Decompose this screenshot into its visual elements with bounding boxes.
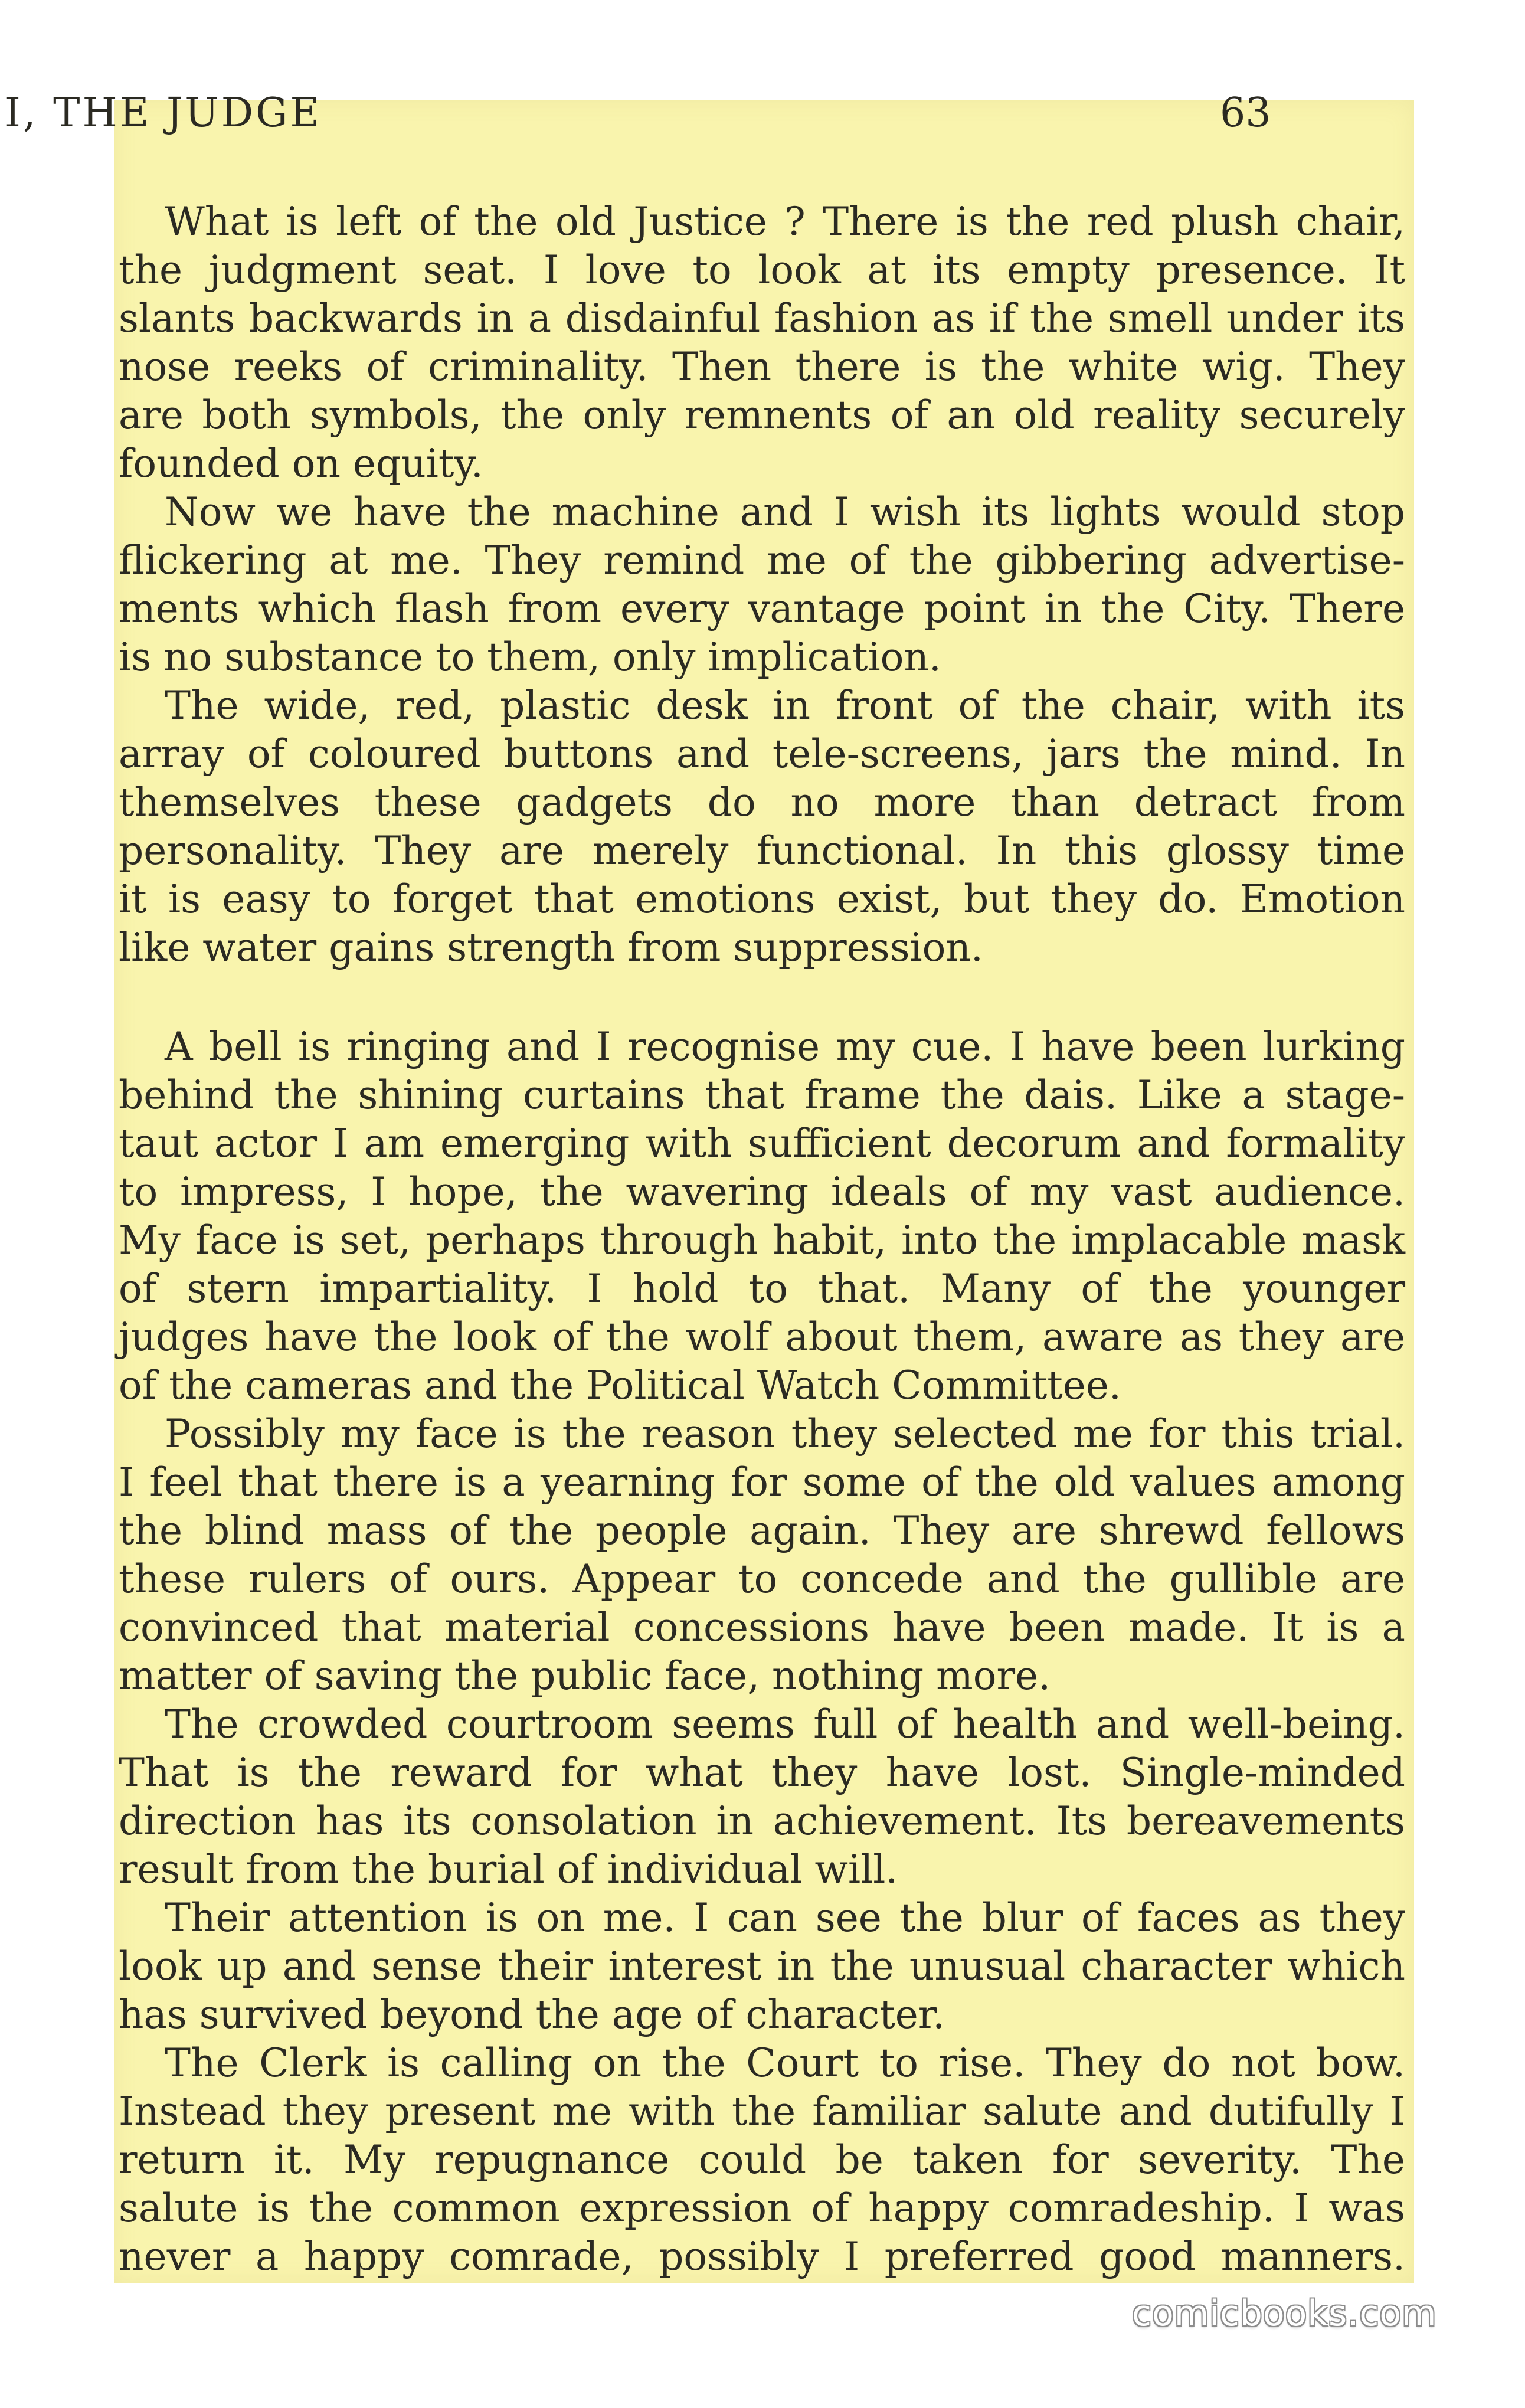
text-line: The wide, red, plastic desk in front of the chair, with its	[165, 683, 1405, 728]
text-line: founded on equity.	[119, 441, 483, 486]
text-line: result from the burial of individual will.	[119, 1847, 898, 1892]
text-line: to impress, I hope, the wavering ideals of my vast audience.	[119, 1169, 1405, 1215]
text-line: My face is set, perhaps through habit, into the implacable mask	[119, 1218, 1405, 1263]
text-line: Their attention is on me. I can see the blur of faces as they	[165, 1895, 1405, 1941]
text-line: themselves these gadgets do no more than detract from	[119, 780, 1405, 825]
text-line: behind the shining curtains that frame the dais. Like a stage-	[119, 1072, 1405, 1118]
text-line: A bell is ringing and I recognise my cue. I have been lurking	[165, 1024, 1405, 1069]
text-line: nose reeks of criminality. Then there is the white wig. They	[119, 344, 1405, 390]
running-head-title: I, THE JUDGE	[5, 90, 322, 136]
text-line: What is left of the old Justice ? There is the red plush chair,	[165, 199, 1405, 244]
text-line: like water gains strength from suppression.	[119, 925, 983, 970]
text-line: matter of saving the public face, nothing more.	[119, 1653, 1051, 1699]
text-line: array of coloured buttons and tele-screens, jars the mind. In	[119, 731, 1405, 777]
text-line: Possibly my face is the reason they selected me for this trial.	[165, 1411, 1405, 1457]
text-line: convinced that material concessions have been made. It is a	[119, 1605, 1405, 1650]
text-line: the judgment seat. I love to look at its empty presence. It	[119, 247, 1405, 293]
text-line: these rulers of ours. Appear to concede and the gullible are	[119, 1556, 1405, 1602]
text-line: never a happy comrade, possibly I preferred good manners.	[119, 2234, 1405, 2279]
text-line: Now we have the machine and I wish its lights would stop	[165, 489, 1405, 535]
text-line: is no substance to them, only implication.	[119, 634, 941, 680]
text-line: I feel that there is a yearning for some of the old values among	[119, 1460, 1405, 1505]
text-line: the blind mass of the people again. They are shrewd fellows	[119, 1508, 1405, 1553]
text-line: are both symbols, the only remnents of an old reality securely	[119, 392, 1405, 438]
text-line: The crowded courtroom seems full of health and well-being.	[165, 1702, 1405, 1747]
watermark: comicbooks.com	[1132, 2293, 1437, 2334]
text-line: ments which flash from every vantage point in the City. There	[119, 586, 1405, 632]
text-line: personality. They are merely functional. In this glossy time	[119, 828, 1405, 873]
text-line: judges have the look of the wolf about them, aware as they are	[119, 1314, 1405, 1360]
text-line: salute is the common expression of happy comradeship. I was	[119, 2185, 1405, 2231]
text-line: return it. My repugnance could be taken for severity. The	[119, 2137, 1405, 2183]
text-line: That is the reward for what they have lost. Single-minded	[119, 1750, 1405, 1795]
text-line: has survived beyond the age of character.	[119, 1992, 945, 2037]
text-line: direction has its consolation in achievement. Its bereavements	[119, 1798, 1405, 1844]
text-line: it is easy to forget that emotions exist, but they do. Emotion	[119, 876, 1405, 922]
text-line: Instead they present me with the familiar salute and dutifully I	[119, 2089, 1405, 2134]
text-line: taut actor I am emerging with sufficient decorum and formality	[119, 1121, 1405, 1166]
text-line: The Clerk is calling on the Court to rise. They do not bow.	[165, 2040, 1405, 2086]
text-line: look up and sense their interest in the unusual character which	[119, 1944, 1405, 1989]
text-line: flickering at me. They remind me of the gibbering advertise-	[119, 538, 1405, 583]
text-line: slants backwards in a disdainful fashion as if the smell under its	[119, 296, 1405, 341]
text-line: of stern impartiality. I hold to that. Many of the younger	[119, 1266, 1405, 1311]
text-line: of the cameras and the Political Watch Committee.	[119, 1363, 1121, 1408]
page-number: 63	[1220, 90, 1271, 136]
